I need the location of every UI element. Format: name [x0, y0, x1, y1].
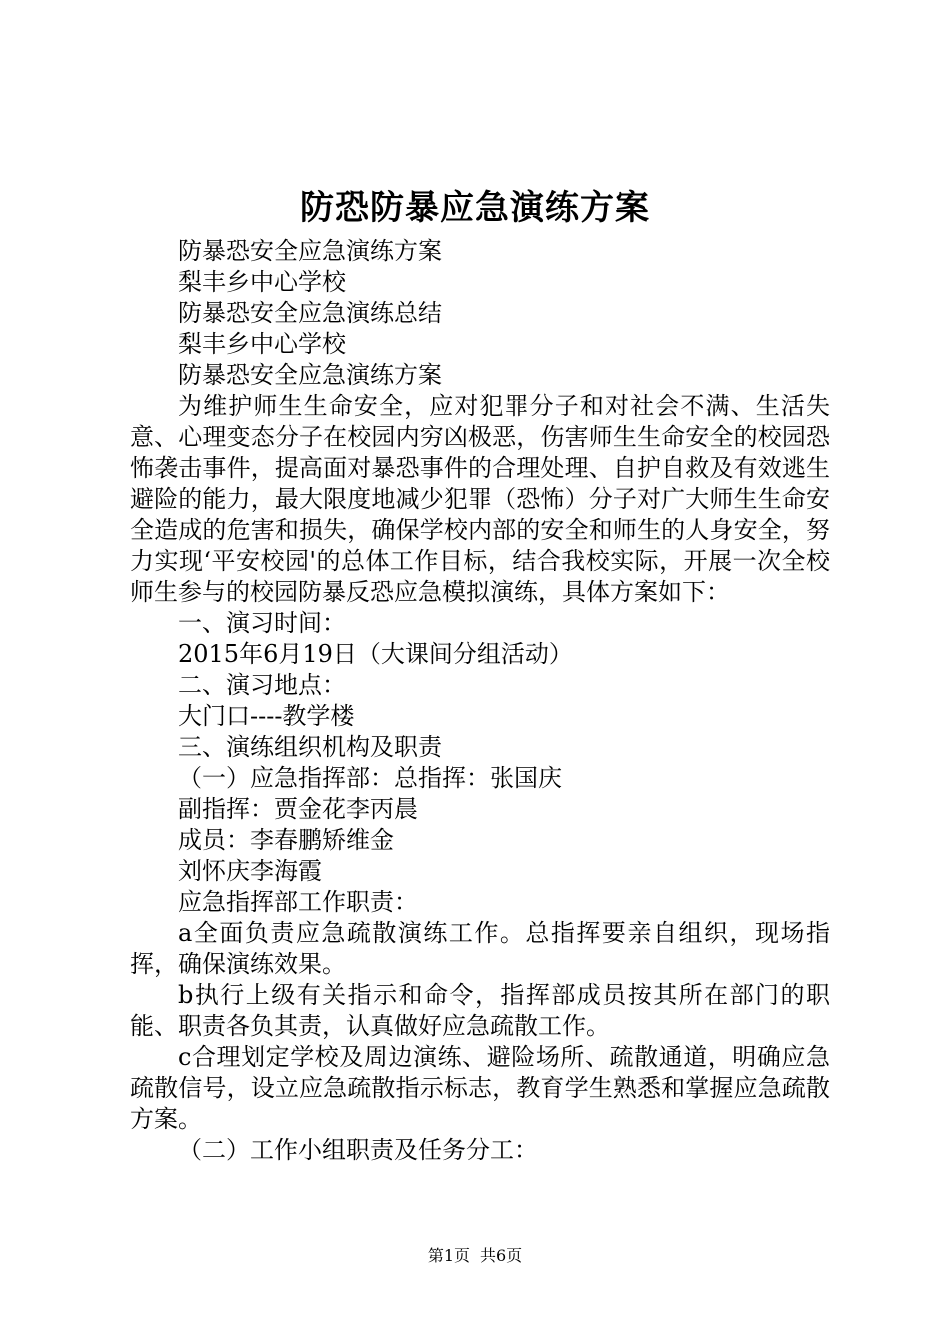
body-paragraph: 梨丰乡中心学校: [178, 330, 346, 358]
body-paragraph: a全面负责应急疏散演练工作。总指挥要亲自组织，现场指挥，确保演练效果。: [130, 919, 830, 978]
section-heading: 三、演练组织机构及职责: [178, 733, 442, 761]
body-paragraph: 为维护师生生命安全，应对犯罪分子和对社会不满、生活失意、心理变态分子在校园内穷凶极恶，伤害师生生命安全的校园恐怖袭击事件，提高面对暴恐事件的合理处理、自护自救及有效逃生避险的能力，最大限度地减少犯罪（恐怖）分子对广大师生生命安全造成的危害和损失，确保学校内部的安全和师生的人身安全，努力实现‘平安校园'的总体工作目标，结合我校实际，开展一次全校师生参与的校园防暴反恐应急模拟演练，具体方案如下：: [130, 392, 830, 606]
document-body: [130, 236, 830, 1166]
body-paragraph: 大门口----教学楼: [178, 702, 355, 730]
body-paragraph: 刘怀庆李海霞: [178, 857, 322, 885]
section-heading: 一、演习时间：: [178, 609, 346, 637]
body-paragraph: 梨丰乡中心学校: [178, 268, 346, 296]
section-heading: 二、演习地点：: [178, 671, 346, 699]
page-footer: [0, 1245, 950, 1267]
body-paragraph: 2015年6月19日（大课间分组活动）: [178, 640, 573, 668]
body-paragraph: 应急指挥部工作职责：: [178, 888, 418, 916]
page-number: 第1页: [427, 1246, 470, 1265]
body-paragraph: （二）工作小组职责及任务分工：: [178, 1136, 538, 1164]
body-paragraph: 防暴恐安全应急演练方案: [178, 237, 442, 265]
page-total: 共6页: [480, 1246, 523, 1265]
body-paragraph: （一）应急指挥部：总指挥：张国庆: [178, 764, 562, 792]
body-paragraph: c合理划定学校及周边演练、避险场所、疏散通道，明确应急疏散信号，设立应急疏散指示标志，教育学生熟悉和掌握应急疏散方案。: [130, 1043, 830, 1133]
body-paragraph: b执行上级有关指示和命令，指挥部成员按其所在部门的职能、职责各负其责，认真做好应急疏散工作。: [130, 981, 830, 1040]
body-paragraph: 副指挥：贾金花李丙晨: [178, 795, 418, 823]
document-title: 防恐防暴应急演练方案: [300, 188, 650, 228]
body-paragraph: 成员：李春鹏矫维金: [178, 826, 394, 854]
body-paragraph: 防暴恐安全应急演练总结: [178, 299, 442, 327]
body-paragraph: 防暴恐安全应急演练方案: [178, 361, 442, 389]
